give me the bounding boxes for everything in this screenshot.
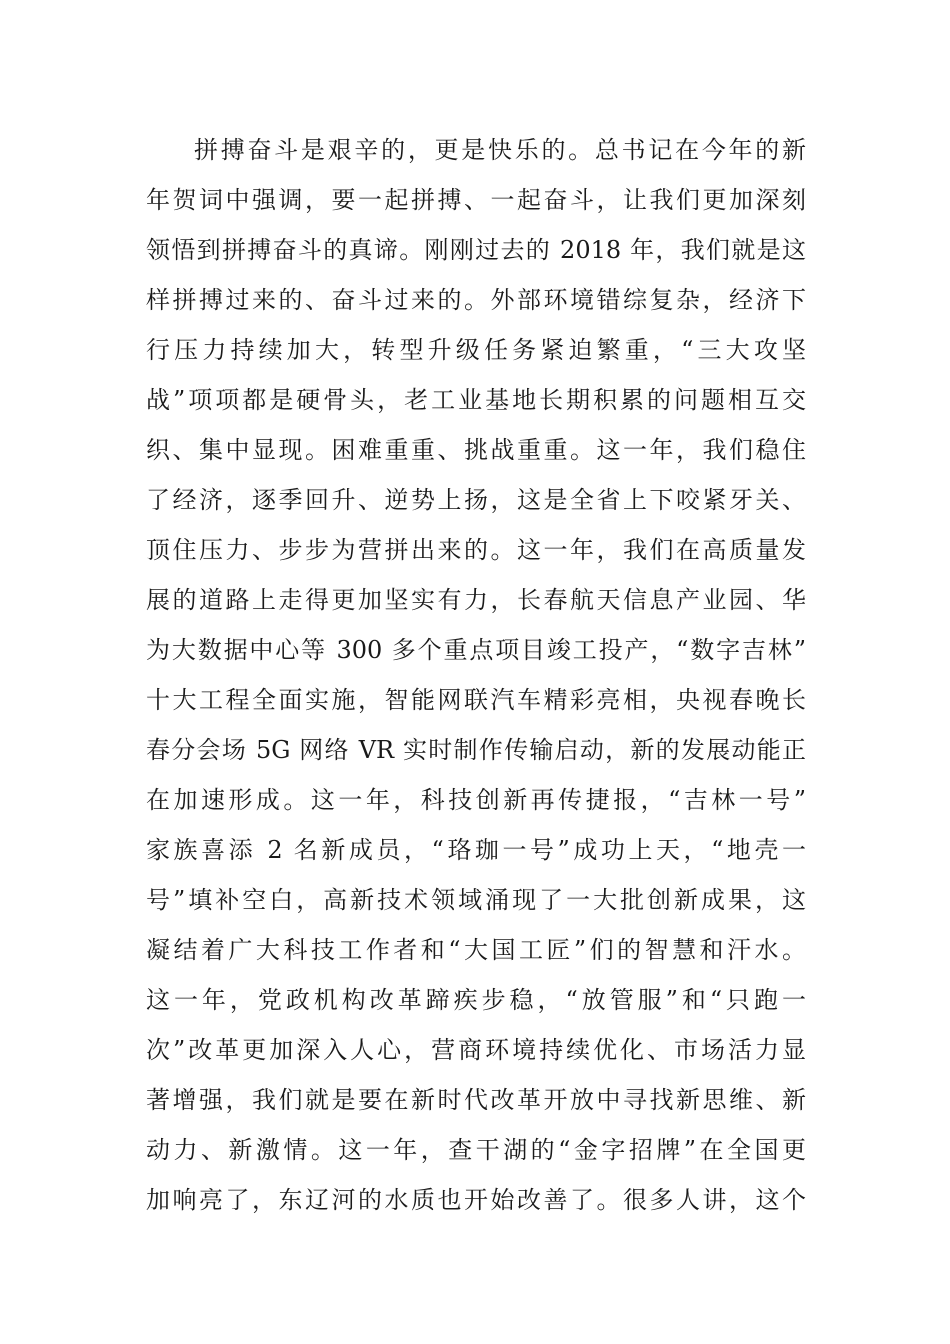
paragraph-line: 样拼搏过来的、奋斗过来的。外部环境错综复杂，经济下	[146, 286, 806, 314]
paragraph-line: 号”填补空白，高新技术领域涌现了一大批创新成果，这	[146, 886, 806, 914]
paragraph-line: 次”改革更加深入人心，营商环境持续优化、市场活力显	[146, 1036, 806, 1064]
paragraph-line: 顶住压力、步步为营拼出来的。这一年，我们在高质量发	[146, 536, 806, 564]
paragraph-line: 战”项项都是硬骨头，老工业基地长期积累的问题相互交	[146, 386, 806, 414]
paragraph-line: 拼搏奋斗是艰辛的，更是快乐的。总书记在今年的新	[194, 136, 806, 164]
paragraph-line: 凝结着广大科技工作者和“大国工匠”们的智慧和汗水。	[146, 936, 806, 964]
paragraph-line: 在加速形成。这一年，科技创新再传捷报，“吉林一号”	[146, 786, 806, 814]
paragraph-line: 这一年，党政机构改革蹄疾步稳，“放管服”和“只跑一	[146, 986, 806, 1014]
paragraph-line: 家族喜添 2 名新成员，“珞珈一号”成功上天，“地壳一	[146, 836, 806, 864]
body-paragraph	[146, 125, 806, 1225]
paragraph-line: 了经济，逐季回升、逆势上扬，这是全省上下咬紧牙关、	[146, 486, 806, 514]
paragraph-line: 著增强，我们就是要在新时代改革开放中寻找新思维、新	[146, 1086, 806, 1114]
paragraph-line: 领悟到拼搏奋斗的真谛。刚刚过去的 2018 年，我们就是这	[146, 236, 806, 264]
paragraph-line: 行压力持续加大，转型升级任务紧迫繁重，“三大攻坚	[146, 336, 806, 364]
paragraph-line: 春分会场 5G 网络 VR 实时制作传输启动，新的发展动能正	[146, 736, 806, 764]
paragraph-line: 展的道路上走得更加坚实有力，长春航天信息产业园、华	[146, 586, 806, 614]
paragraph-line: 动力、新激情。这一年，查干湖的“金字招牌”在全国更	[146, 1136, 806, 1164]
paragraph-line: 加响亮了，东辽河的水质也开始改善了。很多人讲，这个	[146, 1186, 806, 1214]
paragraph-line: 年贺词中强调，要一起拼搏、一起奋斗，让我们更加深刻	[146, 186, 806, 214]
paragraph-line: 为大数据中心等 300 多个重点项目竣工投产，“数字吉林”	[146, 636, 806, 664]
paragraph-line: 织、集中显现。困难重重、挑战重重。这一年，我们稳住	[146, 436, 806, 464]
paragraph-line: 十大工程全面实施，智能网联汽车精彩亮相，央视春晚长	[146, 686, 806, 714]
